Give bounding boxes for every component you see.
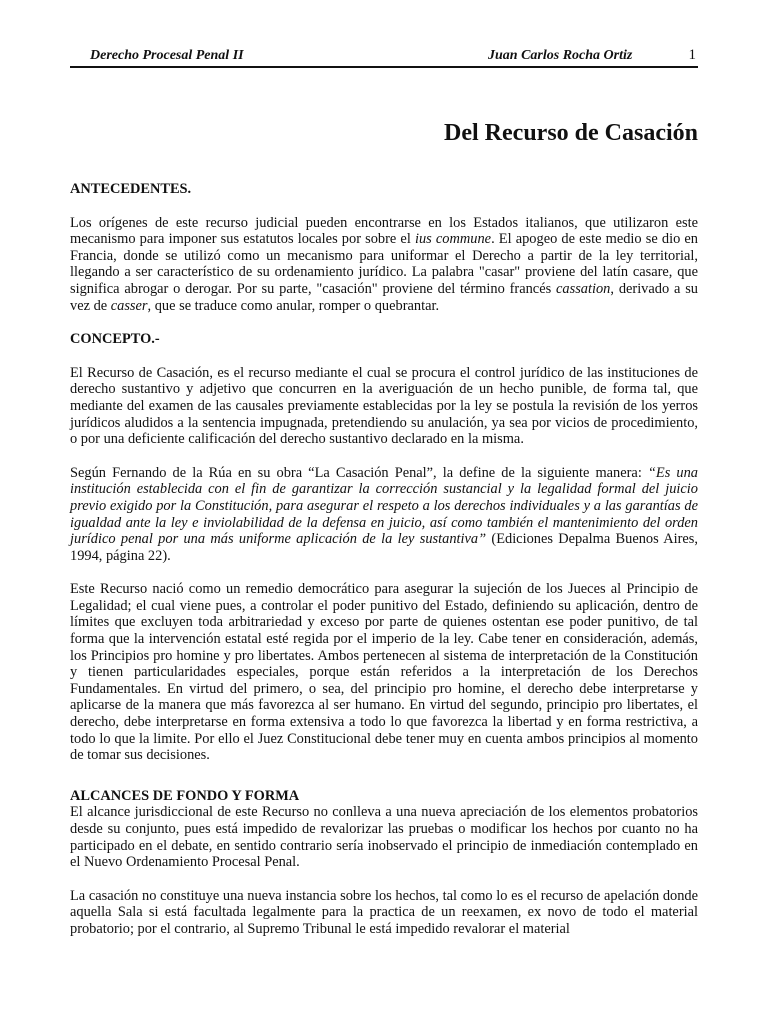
block-quote: “Es una institución establecida con el fin de garantizar la corrección sustancial y la legalidad formal del juicio previo exigido por la Constitución, para asegurar el respeto a los derechos individuales y a las garantías de igualdad ante la ley e inviolabilidad de la defensa en juicio, así como también el mantenimiento del orden jurídico penal por una más uniforme aplicación de la ley sustantiva” [70,464,698,548]
italic-term: ius commune [414,231,492,248]
heading-alcances: ALCANCES DE FONDO Y FORMA [70,787,300,804]
text-span: (Ediciones Depalma Buenos Aires, 1994, página 22). [70,531,698,564]
text-span: Según Fernando de la Rúa en su obra “La Casación Penal”, la define de la siguiente manera: [70,464,648,481]
text-span: , derivado a su vez de [70,280,698,314]
paragraph-concepto-1: El Recurso de Casación, es el recurso mediante el cual se procura el control jurídico de las instituciones de derecho sustantivo y adjetivo que concurren en la averiguación de un hecho punible, de forma tal, que mediante del examen de las causales previamente establecidas por la ley se postula la revisión de los yerros jurídicos aludidos a la sentencia impugnada, pretendiendo su anulación, ya sea por vicios de procedimiento, o por una deficiente calificación del derecho sustantivo declarado en la misma. [70,364,698,448]
running-header [70,44,698,66]
paragraph-alcances-2: La casación no constituye una nueva instancia sobre los hechos, tal como lo es el recurso de apelación donde aquella Sala si está facultada legalmente para la practica de un reexamen, ex novo de todo el material probatorio; por el contrario, al Supremo Tribunal le está impedido revalorar el material [70,887,698,937]
text-span: Los orígenes de este recurso judicial pueden encontrarse en los Estados italianos, que utilizaron este mecanismo para imponer sus estatutos locales por sobre el [70,214,698,248]
text-span: , que se traduce como anular, romper o quebrantar. [147,297,440,314]
document-body [70,181,698,938]
paragraph-antecedentes [70,215,698,315]
header-author: Juan Carlos Rocha Ortiz [488,48,633,63]
paragraph-alcances-1: El alcance jurisdiccional de este Recurso no conlleva a una nueva apreciación de los elementos probatorios desde su conjunto, pues está impedido de revalorizar las pruebas o modificar los hechos por cuanto no ha participado en el debate, en sentido contrario sería inobservado el principio de inmediación contemplado en el Nuevo Ordenamiento Procesal Penal. [70,804,698,871]
header-course-title: Derecho Procesal Penal II [90,48,244,63]
italic-term: casser [110,297,148,314]
paragraph-concepto-2 [70,465,698,565]
italic-term: cassation [556,280,611,297]
heading-antecedentes: ANTECEDENTES. [70,181,192,197]
heading-concepto: CONCEPTO.- [70,331,160,348]
text-span: . El apogeo de este medio se dio en Francia, donde se utilizó como un mecanismo para uniformar el Derecho a partir de la ley territorial, llegando a ser característico de su ordenamiento jurídico. La palabra "casar" proviene del latín casare, que significa abrogar o derogar. Por su parte, "casación" proviene del término francés [70,231,699,297]
paragraph-concepto-3: Este Recurso nació como un remedio democrático para asegurar la sujeción de los Jueces al Principio de Legalidad; el cual viene pues, a controlar el poder punitivo del Estado, definiendo su aplicación, dentro de límites que excluyen toda arbitrariedad y exceso por parte de quienes ostentan ese poder punitivo, de tal forma que la intervención estatal esté regida por el imperio de la ley. Cabe tener en consideración, además, los Principios pro homine y pro libertates. Ambos pertenecen al sistema de interpretación de la Constitución y tienen particularidades especiales, porque están referidos a la interpretación de los Derechos Fundamentales. En virtud del primero, o sea, del principio pro homine, el derecho debe interpretarse y aplicarse de la manera que más favorezca al ser humano. En virtud del segundo, principio pro libertates, el derecho, debe interpretarse en forma extensiva a todo lo que favorezca la libertad y en forma restrictiva, a todo lo que la limite. Por ello el Juez Constitucional debe tener muy en cuenta ambos principios al momento de tomar sus decisiones. [70,581,698,764]
document-title: Del Recurso de Casación [444,120,698,146]
header-rule [70,66,698,68]
page-number: 1 [688,47,696,63]
